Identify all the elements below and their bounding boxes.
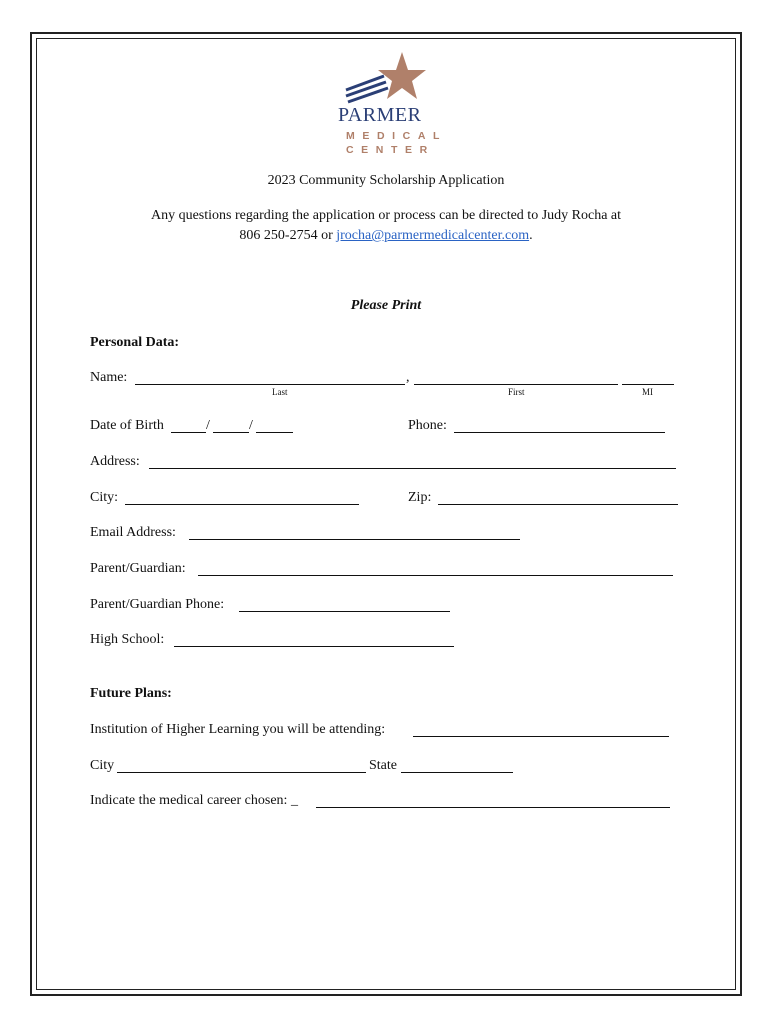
city-label: City: bbox=[90, 490, 119, 505]
parent-label: Parent/Guardian: bbox=[90, 561, 186, 576]
institution-label: Institution of Higher Learning you will be attending: bbox=[90, 722, 386, 737]
career-label: Indicate the medical career chosen: _ bbox=[90, 793, 298, 808]
dob-day-field[interactable] bbox=[213, 432, 249, 433]
dob-slash-1: / bbox=[206, 418, 210, 433]
contact-line-2 bbox=[36, 228, 736, 244]
name-label: Name: bbox=[90, 370, 128, 385]
parent-field[interactable] bbox=[198, 575, 673, 576]
contact-line: Any questions regarding the application or process can be directed to Judy Rocha at bbox=[150, 208, 622, 223]
zip-label: Zip: bbox=[408, 490, 432, 505]
last-sublabel: Last bbox=[272, 387, 288, 397]
future-plans-heading: Future Plans: bbox=[90, 686, 172, 701]
state-label: State bbox=[369, 758, 397, 773]
mi-sublabel: MI bbox=[642, 387, 653, 397]
future-city-label: City bbox=[90, 758, 115, 773]
phone-label: Phone: bbox=[408, 418, 447, 433]
high-school-label: High School: bbox=[90, 632, 165, 647]
phone-field[interactable] bbox=[454, 432, 665, 433]
name-comma: , bbox=[406, 370, 410, 385]
email-field[interactable] bbox=[189, 539, 520, 540]
zip-field[interactable] bbox=[438, 504, 678, 505]
logo-subtitle-medical: MEDICAL bbox=[346, 130, 448, 142]
future-city-field[interactable] bbox=[117, 772, 366, 773]
first-name-field[interactable] bbox=[414, 384, 618, 385]
dob-month-field[interactable] bbox=[171, 432, 206, 433]
career-field[interactable] bbox=[316, 807, 670, 808]
first-sublabel: First bbox=[508, 387, 525, 397]
form-title: 2023 Community Scholarship Application bbox=[267, 173, 505, 188]
state-field[interactable] bbox=[401, 772, 513, 773]
institution-field[interactable] bbox=[413, 736, 669, 737]
last-name-field[interactable] bbox=[135, 384, 405, 385]
dob-label: Date of Birth bbox=[90, 418, 164, 433]
dob-year-field[interactable] bbox=[256, 432, 293, 433]
personal-data-heading: Personal Data: bbox=[90, 335, 180, 350]
high-school-field[interactable] bbox=[174, 646, 454, 647]
parent-phone-label: Parent/Guardian Phone: bbox=[90, 597, 225, 612]
contact-email-link[interactable]: jrocha@parmermedicalcenter.com bbox=[336, 228, 530, 243]
middle-initial-field[interactable] bbox=[622, 384, 674, 385]
logo-subtitle-center: CENTER bbox=[346, 144, 435, 156]
please-print-instruction: Please Print bbox=[350, 298, 422, 313]
contact-phone: 806 250-2754 or bbox=[239, 228, 337, 243]
logo-name: PARMER bbox=[338, 104, 422, 126]
email-label: Email Address: bbox=[90, 525, 176, 540]
city-field[interactable] bbox=[125, 504, 359, 505]
contact-suffix: . bbox=[529, 228, 533, 243]
address-field[interactable] bbox=[149, 468, 676, 469]
parent-phone-field[interactable] bbox=[239, 611, 450, 612]
dob-slash-2: / bbox=[249, 418, 253, 433]
address-label: Address: bbox=[90, 454, 140, 469]
